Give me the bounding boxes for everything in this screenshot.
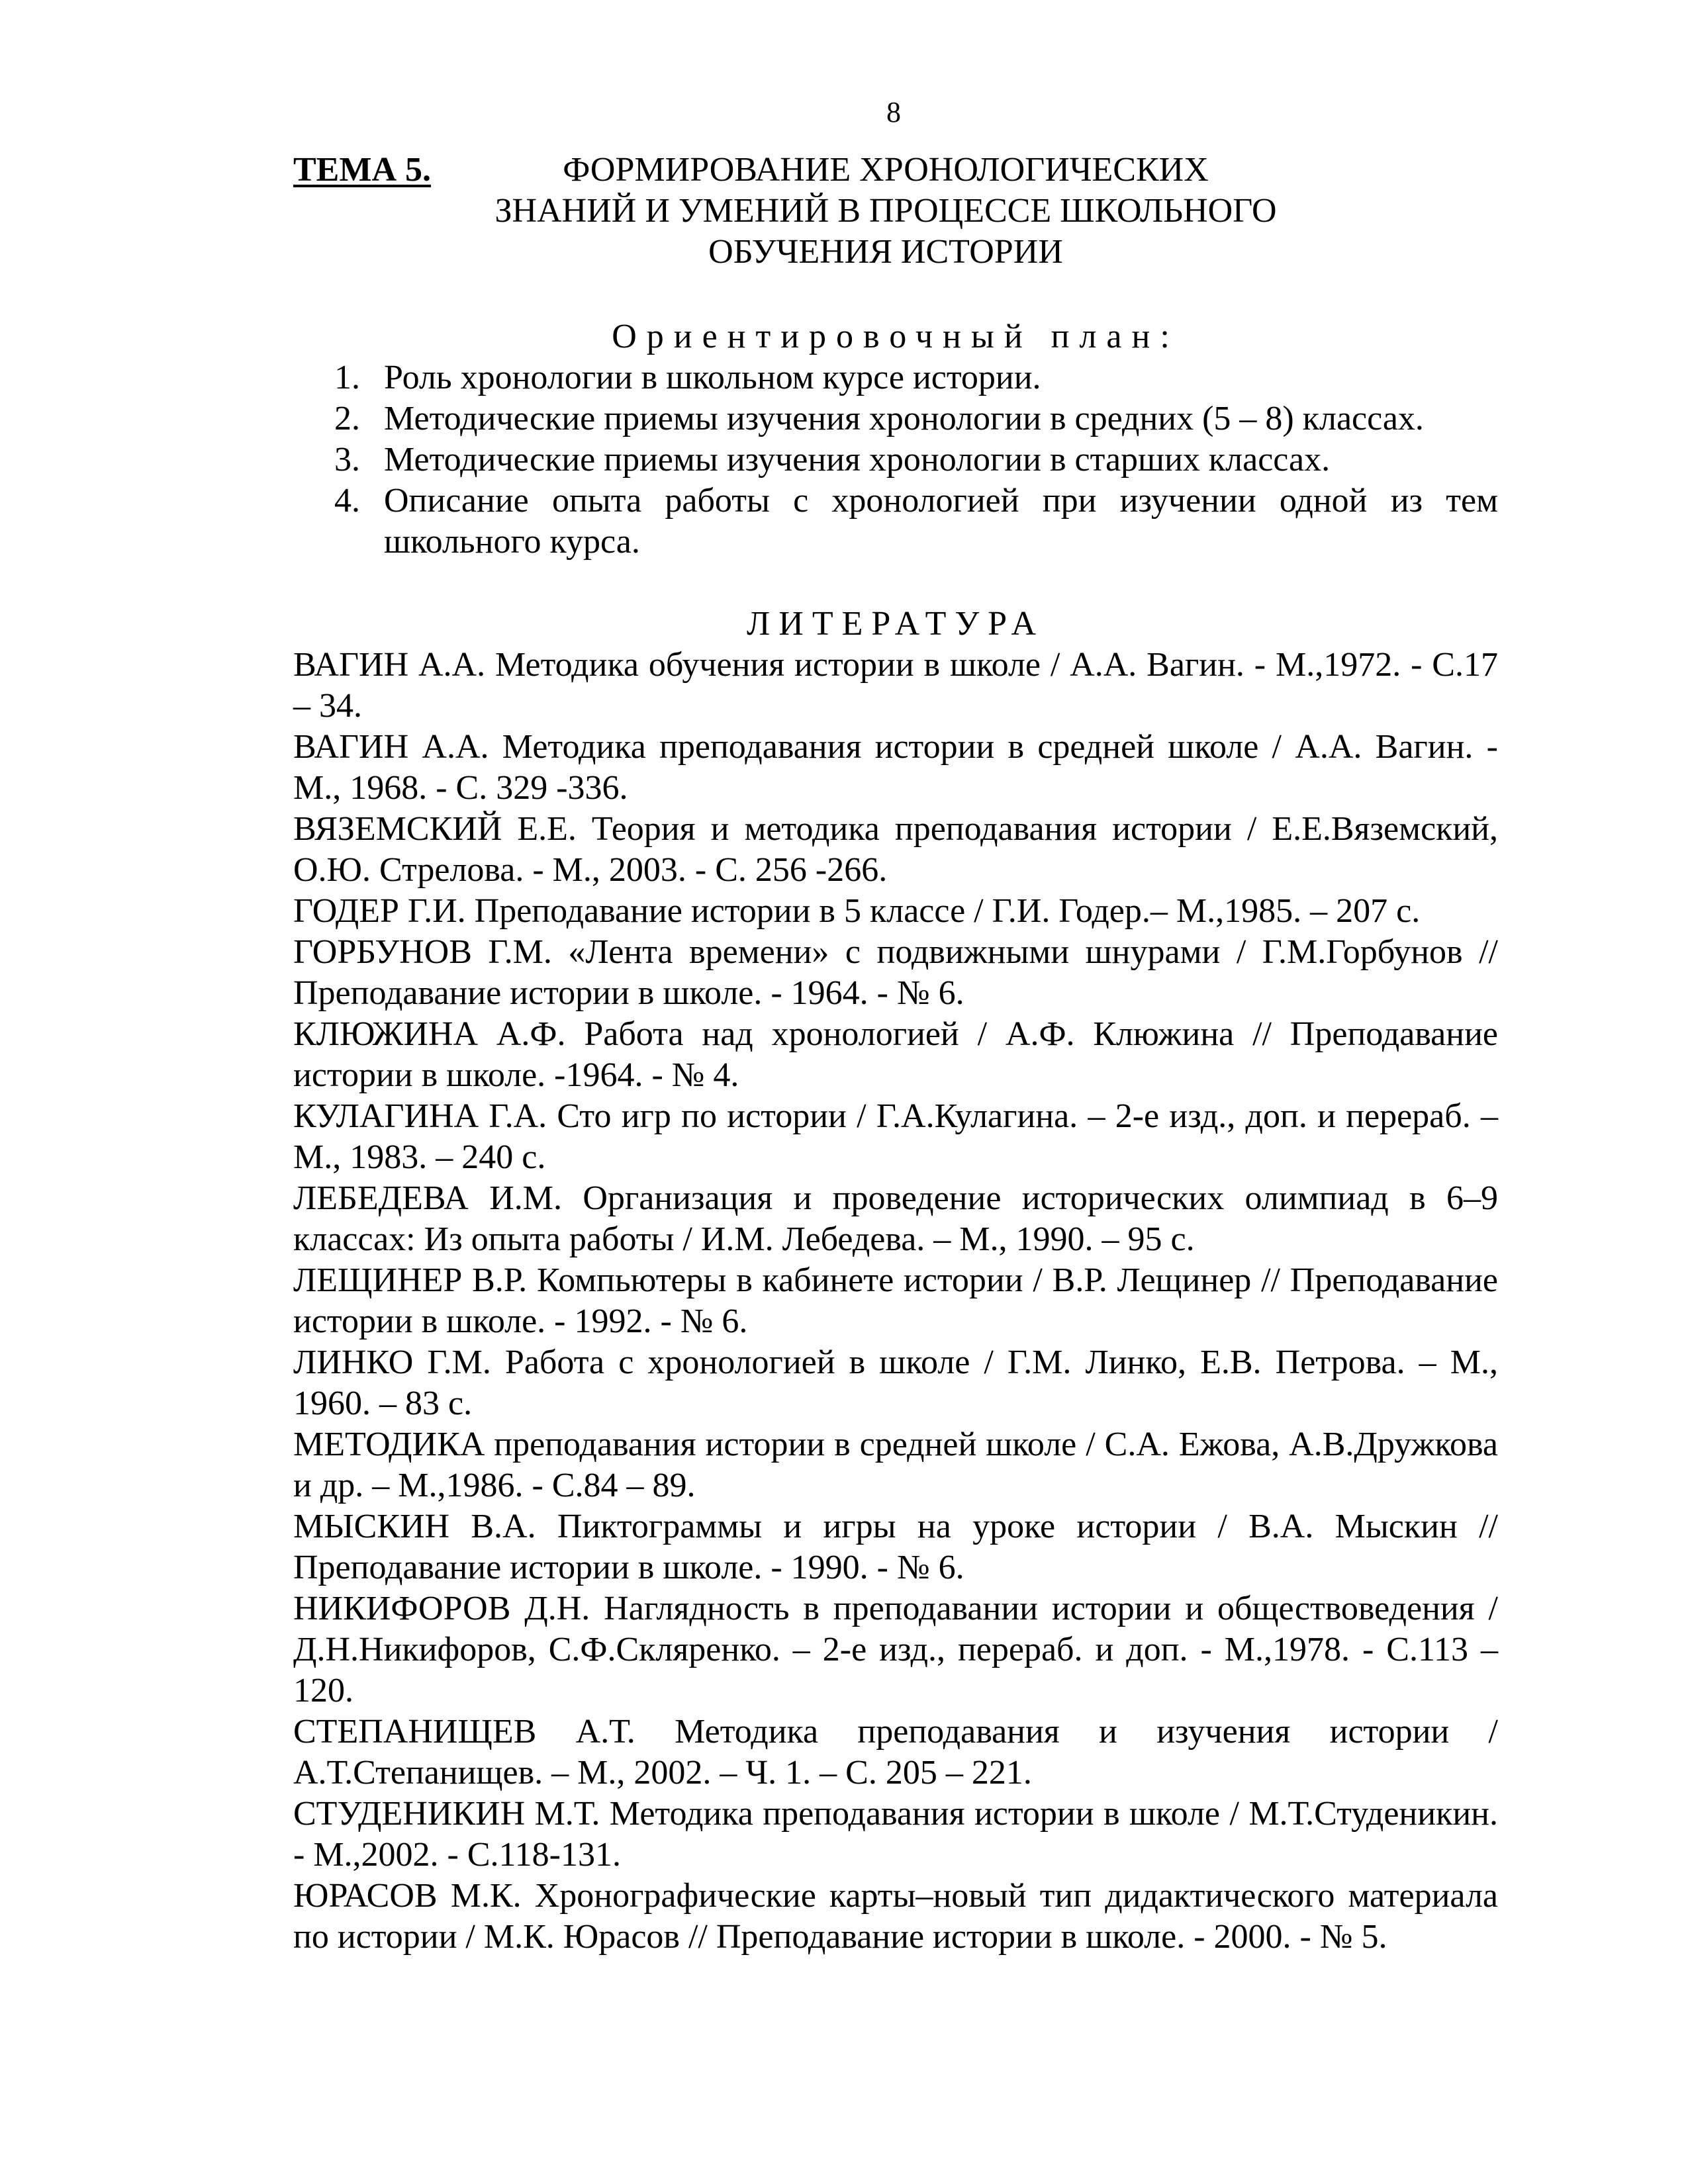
reference-entry: ВАГИН А.А. Методика преподавания истории в средней школе / А.А. Вагин. - М., 1968. - С. 329 -336.: [293, 728, 1498, 807]
reference-entry: МЕТОДИКА преподавания истории в средней школе / С.А. Ежова, А.В.Дружкова и др. – М.,1986. - С.84 – 89.: [293, 1426, 1498, 1504]
reference-entry: СТУДЕНИКИН М.Т. Методика преподавания истории в школе / М.Т.Студеникин. - М.,2002. - С.118-131.: [293, 1795, 1498, 1874]
topic-label: ТЕМА 5.: [293, 151, 431, 189]
page-number: 8: [886, 96, 901, 128]
reference-list: [293, 645, 1498, 1958]
literature-heading: ЛИТЕРАТУРА: [747, 605, 1045, 643]
plan-item: [334, 357, 1498, 398]
reference-entry: КУЛАГИНА Г.А. Сто игр по истории / Г.А.Кулагина. – 2-е изд., доп. и перераб. – М., 1983. – 240 с.: [293, 1097, 1498, 1176]
reference-entry: НИКИФОРОВ Д.Н. Наглядность в преподавании истории и обществоведения / Д.Н.Никифоров, С.Ф.Скляренко. – 2-е изд., перераб. и доп. - М.,1978. - С.113 – 120.: [293, 1590, 1498, 1709]
plan-item-number: 3.: [334, 441, 360, 478]
reference-entry: ГОРБУНОВ Г.М. «Лента времени» с подвижными шнурами / Г.М.Горбунов // Преподавание истории в школе. - 1964. - № 6.: [293, 933, 1498, 1012]
plan-item-number: 1.: [334, 359, 360, 396]
reference-entry: ГОДЕР Г.И. Преподавание истории в 5 классе / Г.И. Годер.– М.,1985. – 207 с.: [293, 892, 1421, 930]
plan-list: [334, 357, 1498, 563]
plan-item-text: Методические приемы изучения хронологии в старших классах.: [384, 441, 1331, 478]
reference-entry: ЛИНКО Г.М. Работа с хронологией в школе / Г.М. Линко, Е.В. Петрова. – М., 1960. – 83 с.: [293, 1343, 1498, 1422]
topic-title-line: ФОРМИРОВАНИЕ ХРОНОЛОГИЧЕСКИХ: [563, 151, 1209, 189]
plan-heading: Ориентировочный план:: [612, 318, 1180, 355]
plan-item-number: 2.: [334, 400, 360, 437]
reference-entry: ВЯЗЕМСКИЙ Е.Е. Теория и методика преподавания истории / Е.Е.Вяземский, О.Ю. Стрелова. - М., 2003. - С. 256 -266.: [293, 810, 1498, 889]
topic-title: [293, 150, 1478, 273]
plan-item-text: Описание опыта работы с хронологией при изучении одной из тем школьного курса.: [384, 482, 1498, 561]
reference-entry: ЛЕБЕДЕВА И.М. Организация и проведение исторических олимпиад в 6–9 классах: Из опыта работы / И.М. Лебедева. – М., 1990. – 95 с.: [293, 1179, 1498, 1258]
reference-entry: МЫСКИН В.А. Пиктограммы и игры на уроке истории / В.А. Мыскин // Преподавание истории в школе. - 1990. - № 6.: [293, 1508, 1498, 1586]
plan-item: [334, 480, 1498, 563]
reference-entry: ЛЕЩИНЕР В.Р. Компьютеры в кабинете истории / В.Р. Лещинер // Преподавание истории в школе. - 1992. - № 6.: [293, 1261, 1498, 1340]
reference-entry: СТЕПАНИЩЕВ А.Т. Методика преподавания и изучения истории / А.Т.Степанищев. – М., 2002. – Ч. 1. – С. 205 – 221.: [293, 1713, 1498, 1792]
topic-title-line: ЗНАНИЙ И УМЕНИЙ В ПРОЦЕССЕ ШКОЛЬНОГО: [494, 192, 1277, 230]
plan-item-text: Роль хронологии в школьном курсе истории.: [384, 359, 1041, 396]
plan-item-number: 4.: [334, 482, 360, 520]
topic-title-line: ОБУЧЕНИЯ ИСТОРИИ: [708, 233, 1063, 271]
reference-entry: ЮРАСОВ М.К. Хронографические карты–новый тип дидактического материала по истории / М.К. Юрасов // Преподавание истории в школе. - 2000. - № 5.: [293, 1877, 1498, 1956]
reference-entry: ВАГИН А.А. Методика обучения истории в школе / А.А. Вагин. - М.,1972. - С.17 – 34.: [293, 646, 1498, 725]
plan-item: [334, 439, 1498, 480]
plan-item: [334, 398, 1498, 439]
plan-item-text: Методические приемы изучения хронологии в средних (5 – 8) классах.: [384, 400, 1424, 437]
reference-entry: КЛЮЖИНА А.Ф. Работа над хронологией / А.Ф. Клюжина // Преподавание истории в школе. -1964. - № 4.: [293, 1015, 1498, 1094]
